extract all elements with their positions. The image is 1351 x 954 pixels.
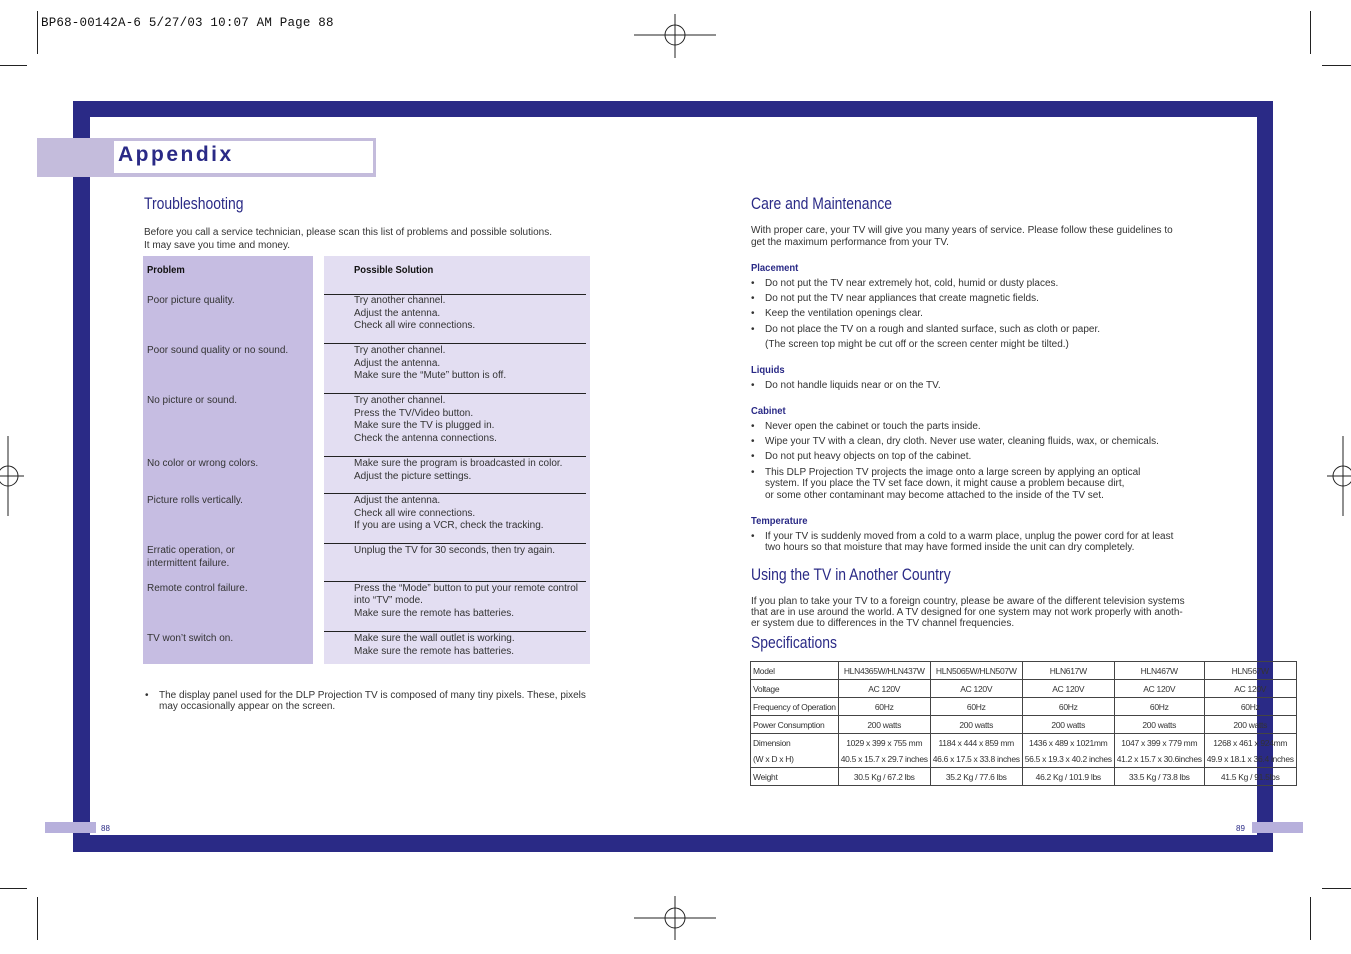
list-item: • Do not put the TV near extremely hot, cold, humid or dusty places. xyxy=(751,278,1059,289)
table-row: Frequency of Operation 60Hz 60Hz 60Hz 60Hz 60Hz xyxy=(751,698,1297,716)
table-row-problem: Poor sound quality or no sound. xyxy=(147,345,289,356)
table-row: Voltage AC 120V AC 120V AC 120V AC 120V AC 120V xyxy=(751,680,1297,698)
table-row-problem: TV won’t switch on. xyxy=(147,633,234,644)
placement-subheading: Placement xyxy=(751,262,799,274)
page-number-right: 89 xyxy=(1236,824,1245,833)
table-row-problem: Poor picture quality. xyxy=(147,295,235,306)
list-item: • Never open the cabinet or touch the parts inside. xyxy=(751,421,981,432)
registration-mark-top-icon xyxy=(634,14,716,58)
display-panel-note: • The display panel used for the DLP Projection TV is composed of many tiny pixels. These, pixels xyxy=(145,690,586,701)
table-row-problem: No color or wrong colors. xyxy=(147,458,259,469)
list-item: • Do not place the TV on a rough and slanted surface, such as cloth or paper. xyxy=(751,324,1101,335)
problem-header: Problem xyxy=(147,264,185,276)
care-heading: Care and Maintenance xyxy=(751,194,893,213)
table-row-solution: Unplug the TV for 30 seconds, then try again. xyxy=(354,545,556,556)
care-intro-line-2: get the maximum performance from your TV. xyxy=(751,237,949,248)
table-row: Dimension (W x D x H) 1029 x 399 x 755 mm 40.5 x 15.7 x 29.7 inches 1184 x 444 x 859 mm 46.6 x 17.5 x 33.8 inches 1436 x 489 x 1021mm 56.5 x 19.3 x 40.2 inches 1047 x 399 x 779 mm 41.2 x 15.7 x 30.6inches 1268 x 461 x 924mm 49.9 x 18.1 x 36.4 inches xyxy=(751,734,1297,768)
care-intro-line-1: With proper care, your TV will give you many years of service. Please follow these guidelines to xyxy=(751,225,1173,236)
registration-mark-left-icon xyxy=(0,436,24,516)
table-row-solution: Try another channel. Adjust the antenna. Check all wire connections. xyxy=(354,295,476,331)
display-panel-note-line-2: may occasionally appear on the screen. xyxy=(159,701,336,712)
placement-note: (The screen top might be cut off or the screen center might be tilted.) xyxy=(765,339,1069,350)
specifications-table xyxy=(750,661,1297,786)
another-country-heading: Using the TV in Another Country xyxy=(751,565,951,584)
table-row-solution: Try another channel. Adjust the antenna. Make sure the “Mute” button is off. xyxy=(354,345,507,381)
table-row-solution: Adjust the antenna. Check all wire connections. If you are using a VCR, check the tracking. xyxy=(354,495,544,531)
liquids-subheading: Liquids xyxy=(751,364,785,376)
list-item: • Keep the ventilation openings clear. xyxy=(751,308,923,319)
table-row-solution: Make sure the program is broadcasted in color. Adjust the picture settings. xyxy=(354,458,563,482)
troubleshooting-intro-line-1: Before you call a service technician, please scan this list of problems and possible solutions. xyxy=(144,227,552,238)
table-row-problem: Erratic operation, or intermittent failure. xyxy=(147,545,235,569)
left-page-tab xyxy=(45,822,96,833)
registration-mark-bottom-icon xyxy=(634,896,716,940)
table-row-solution: Try another channel. Press the TV/Video button. Make sure the TV is plugged in. Check the antenna connections. xyxy=(354,395,497,444)
table-row-problem: Picture rolls vertically. xyxy=(147,495,243,506)
solution-header: Possible Solution xyxy=(354,264,434,276)
temperature-subheading: Temperature xyxy=(751,515,808,527)
country-text-line-1: If you plan to take your TV to a foreign country, please be aware of the different television systems xyxy=(751,596,1185,607)
country-text-line-2: that are in use around the world. A TV designed for one system may not work properly with anoth- xyxy=(751,607,1183,618)
print-slug: BP68-00142A-6 5/27/03 10:07 AM Page 88 xyxy=(41,16,334,30)
cabinet-subheading: Cabinet xyxy=(751,405,786,417)
list-item: • This DLP Projection TV projects the image onto a large screen by applying an optical xyxy=(751,467,1141,478)
table-row-solution: Make sure the wall outlet is working. Make sure the remote has batteries. xyxy=(354,633,515,657)
list-item-continued: system. If you place the TV set face down, it might cause a problem because dirt, xyxy=(765,478,1125,489)
specifications-heading: Specifications xyxy=(751,633,838,652)
list-item: • Do not put heavy objects on top of the cabinet. xyxy=(751,451,972,462)
list-item: • If your TV is suddenly moved from a cold to a warm place, unplug the power cord for at least xyxy=(751,531,1174,542)
table-row-solution: Press the “Mode” button to put your remote control into “TV” mode. Make sure the remote has batteries. xyxy=(354,582,578,619)
page-number-left: 88 xyxy=(101,824,110,833)
table-row: Weight 30.5 Kg / 67.2 lbs 35.2 Kg / 77.6 lbs 46.2 Kg / 101.9 lbs 33.5 Kg / 73.8 lbs 41.5 Kg / 91.5lbs xyxy=(751,768,1297,786)
table-row: Model HLN4365W/HLN437W HLN5065W/HLN507W HLN617W HLN467W HLN567W xyxy=(751,662,1297,680)
troubleshooting-heading: Troubleshooting xyxy=(144,194,244,213)
list-item-continued: two hours so that moisture that may have formed inside the unit can dry completely. xyxy=(765,542,1135,553)
list-item: • Wipe your TV with a clean, dry cloth. Never use water, cleaning fluids, wax, or chemicals. xyxy=(751,436,1159,447)
right-page-tab xyxy=(1252,822,1303,833)
table-row-problem: Remote control failure. xyxy=(147,583,248,594)
troubleshooting-intro-line-2: It may save you time and money. xyxy=(144,240,290,251)
list-item: • Do not handle liquids near or on the TV. xyxy=(751,380,941,391)
list-item-continued: or some other contaminant may become attached to the inside of the TV set. xyxy=(765,490,1104,501)
country-text-line-3: er system due to differences in the TV channel frequencies. xyxy=(751,618,1015,629)
list-item: • Do not put the TV near appliances that create magnetic fields. xyxy=(751,293,1039,304)
appendix-title: Appendix xyxy=(118,143,234,166)
table-row-problem: No picture or sound. xyxy=(147,395,238,406)
table-row: Power Consumption 200 watts 200 watts 200 watts 200 watts 200 watts xyxy=(751,716,1297,734)
registration-mark-right-icon xyxy=(1327,436,1351,516)
